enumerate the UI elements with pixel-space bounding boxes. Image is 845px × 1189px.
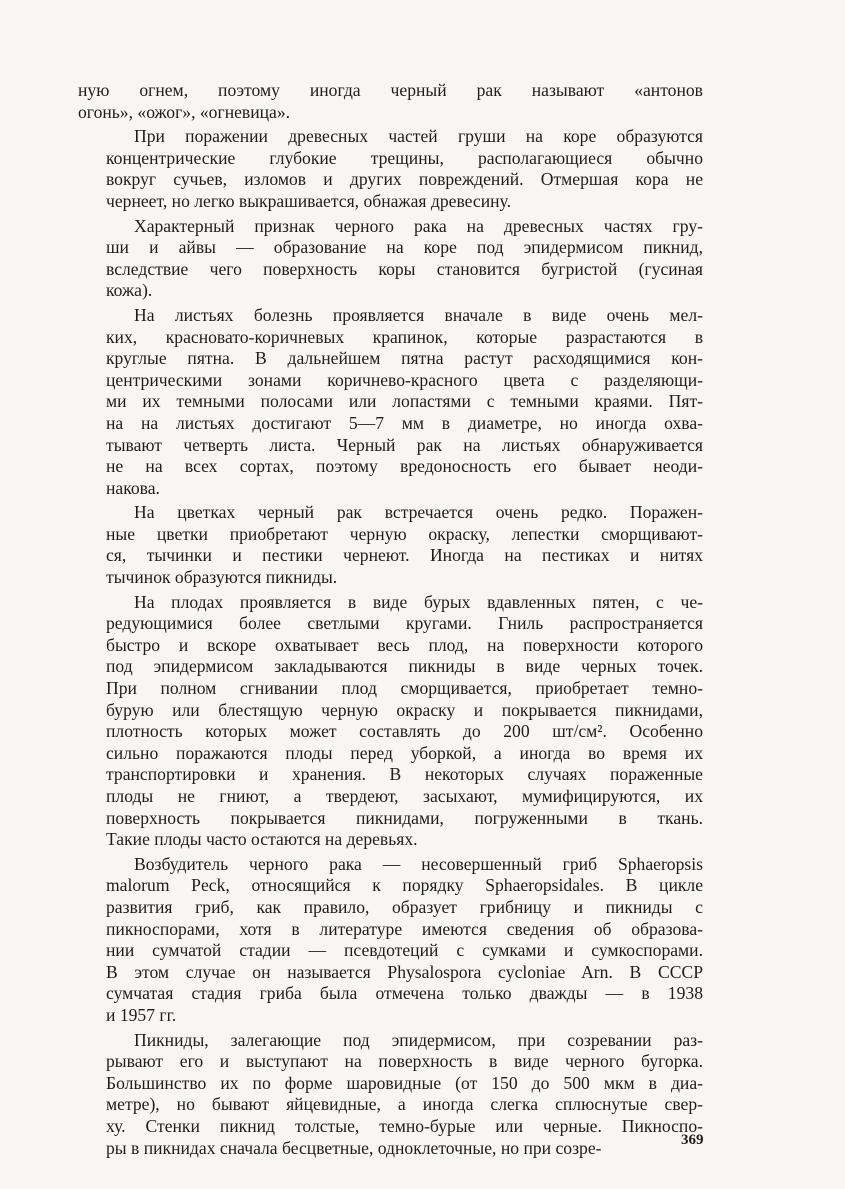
text-line: сумчатая стадия гриба была отмечена только дважды — в 1938 <box>106 983 703 1004</box>
text-line: ких, красновато-коричневых крапинок, которые разрастаются в <box>106 326 703 347</box>
paragraph <box>78 305 703 499</box>
paragraph <box>78 126 703 212</box>
text-line: ные цветки приобретают черную окраску, лепестки сморщивают- <box>106 523 703 544</box>
text-line: накова. <box>106 477 160 498</box>
text-line: на на листьях достигают 5—7 мм в диаметре, но иногда охва- <box>106 412 703 433</box>
text-line: ши и айвы — образование на коре под эпидермисом пикнид, <box>106 237 703 258</box>
text-line: ную огнем, поэтому иногда черный рак называют «антонов <box>78 80 703 100</box>
text-line: нии сумчатой стадии — псевдотеций с сумками и сумкоспорами. <box>106 940 703 961</box>
text-line: В этом случае он называется Physalospora cycloniae Arn. В СССР <box>106 961 703 982</box>
paragraph <box>78 216 703 302</box>
text-line: центрическими зонами коричнево-красного цвета с разделяющи- <box>106 369 703 390</box>
text-line: Большинство их по форме шаровидные (от 150 до 500 мкм в диа- <box>106 1072 703 1093</box>
text-line: ры в пикнидах сначала бесцветные, одноклеточные, но при созре- <box>106 1137 602 1158</box>
text-line: кожа). <box>106 280 153 301</box>
page-body <box>78 80 703 1162</box>
page-number: 369 <box>681 1132 704 1148</box>
text-line: На листьях болезнь проявляется вначале в виде очень мел- <box>134 304 703 325</box>
text-line: плоды не гниют, а твердеют, засыхают, мумифицируются, их <box>106 786 703 806</box>
paragraph <box>78 854 703 1027</box>
paragraph <box>78 592 703 851</box>
paragraph <box>78 1030 703 1160</box>
text-line: развития гриб, как правило, образует грибницу и пикниды с <box>106 896 703 917</box>
paragraph <box>78 502 703 588</box>
text-line: под эпидермисом закладываются пикниды в виде черных точек. <box>106 656 703 677</box>
text-line: ху. Стенки пикнид толстые, темно-бурые или черные. Пикноспо- <box>106 1115 703 1136</box>
text-line: malorum Peck, относящийся к порядку Sphaeropsidales. В цикле <box>106 875 703 896</box>
text-line: Характерный признак черного рака на древесных частях гру- <box>134 215 703 236</box>
text-line: На цветках черный рак встречается очень редко. Поражен- <box>134 502 703 523</box>
text-line: тычинок образуются пикниды. <box>106 567 338 588</box>
text-line: концентрические глубокие трещины, располагающиеся обычно <box>106 147 703 168</box>
text-line: чернеет, но легко выкрашивается, обнажая древесину. <box>106 190 511 211</box>
text-line: круглые пятна. В дальнейшем пятна растут расходящимися кон- <box>106 348 703 369</box>
text-line: тывают четверть листа. Черный рак на листьях обнаруживается <box>106 434 703 455</box>
text-line: При полном сгнивании плод сморщивается, приобретает темно- <box>106 678 703 699</box>
text-line: рывают его и выступают на поверхность в виде черного бугорка. <box>106 1051 703 1072</box>
text-line: и 1957 гг. <box>106 1004 177 1025</box>
text-line: ся, тычинки и пестики чернеют. Иногда на пестиках и нитях <box>106 545 703 566</box>
text-line: бурую или блестящую черную окраску и покрывается пикнидами, <box>106 699 703 720</box>
text-line: вследствие чего поверхность коры становится бугристой (гусиная <box>106 258 703 279</box>
text-line: На плодах проявляется в виде бурых вдавленных пятен, с че- <box>134 591 703 612</box>
text-line: плотность которых может составлять до 200 шт/см². Особенно <box>106 721 703 742</box>
text-line: Пикниды, залегающие под эпидермисом, при созревании раз- <box>134 1029 703 1050</box>
text-line: не на всех сортах, поэтому вредоносность его бывает неоди- <box>106 456 703 477</box>
text-line: огонь», «ожог», «огневица». <box>78 101 291 122</box>
text-line: ми их темными полосами или лопастями с темными краями. Пят- <box>106 391 703 412</box>
text-line: При поражении древесных частей груши на коре образуются <box>134 126 703 147</box>
paragraph <box>78 80 703 123</box>
text-line: метре), но бывают яйцевидные, а иногда слегка сплюснутые свер- <box>106 1094 703 1115</box>
text-line: Такие плоды часто остаются на деревьях. <box>106 829 418 850</box>
text-line: быстро и вскоре охватывает весь плод, на поверхности которого <box>106 634 703 655</box>
text-line: вокруг сучьев, изломов и других повреждений. Отмершая кора не <box>106 169 703 190</box>
text-line: Возбудитель черного рака — несовершенный гриб Sphaeropsis <box>134 853 703 874</box>
text-line: поверхность покрывается пикнидами, погруженными в ткань. <box>106 807 703 828</box>
text-line: сильно поражаются плоды перед уборкой, а иногда во время их <box>106 742 703 763</box>
text-line: пикноспорами, хотя в литературе имеются сведения об образова- <box>106 918 703 939</box>
text-line: транспортировки и хранения. В некоторых случаях пораженные <box>106 764 703 785</box>
text-line: редующимися более светлыми кругами. Гниль распространяется <box>106 613 703 634</box>
